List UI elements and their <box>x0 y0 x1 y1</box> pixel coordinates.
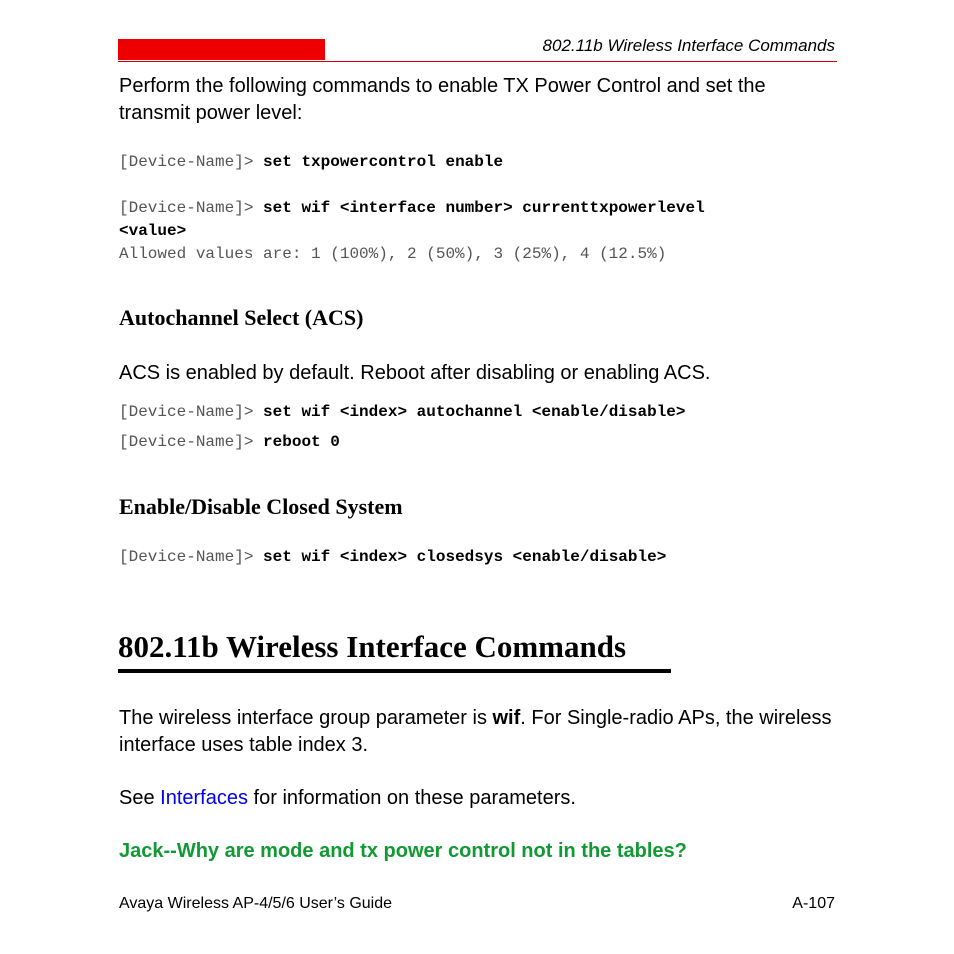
footer-guide-title: Avaya Wireless AP-4/5/6 User’s Guide <box>119 895 393 912</box>
intro-paragraph: Perform the following commands to enable TX Power Control and set the transmit power level: <box>119 75 766 124</box>
command-text: reboot 0 <box>263 433 340 451</box>
code-output-allowed-values: Allowed values are: 1 (100%), 2 (50%), 3 (25%), 4 (12.5%) <box>119 245 667 263</box>
editor-note: Jack--Why are mode and tx power control not in the tables? <box>119 840 687 862</box>
heading-closed-system: Enable/Disable Closed System <box>119 494 403 519</box>
command-text: set wif <index> closedsys <enable/disable> <box>263 548 667 566</box>
interfaces-link[interactable]: Interfaces <box>160 787 248 809</box>
code-line-reboot <box>119 431 340 454</box>
header-accent-bar <box>118 39 325 60</box>
header-rule <box>118 61 837 62</box>
cli-prompt: [Device-Name]> <box>119 403 254 421</box>
command-text: set wif <index> autochannel <enable/disable> <box>263 403 686 421</box>
cli-prompt: [Device-Name]> <box>119 433 254 451</box>
command-text: set wif <interface number> currenttxpowerlevel <box>263 199 705 217</box>
cli-prompt: [Device-Name]> <box>119 153 254 171</box>
heading-autochannel-select: Autochannel Select (ACS) <box>119 305 364 330</box>
code-line-currenttxpowerlevel <box>119 197 705 220</box>
see-interfaces-paragraph: See Interfaces for information on these parameters. <box>119 787 576 809</box>
footer-page-number: A-107 <box>792 895 835 912</box>
section-heading: 802.11b Wireless Interface Commands <box>118 629 627 664</box>
running-header-title: 802.11b Wireless Interface Commands <box>542 36 835 55</box>
code-line-closedsys <box>119 546 666 569</box>
parameter-name: wif <box>492 707 521 729</box>
code-line-value <box>119 220 186 243</box>
cli-prompt: [Device-Name]> <box>119 199 254 217</box>
command-text: <value> <box>119 222 187 240</box>
cli-prompt: [Device-Name]> <box>119 548 254 566</box>
command-text: set txpowercontrol enable <box>263 153 504 171</box>
acs-paragraph: ACS is enabled by default. Reboot after disabling or enabling ACS. <box>119 362 711 384</box>
section-heading-rule <box>118 669 671 673</box>
wif-paragraph: The wireless interface group parameter is wif. For Single-radio APs, the wireless interface uses table index 3. <box>119 707 832 756</box>
code-line-autochannel <box>119 401 686 424</box>
code-line-txpowercontrol <box>119 151 503 174</box>
